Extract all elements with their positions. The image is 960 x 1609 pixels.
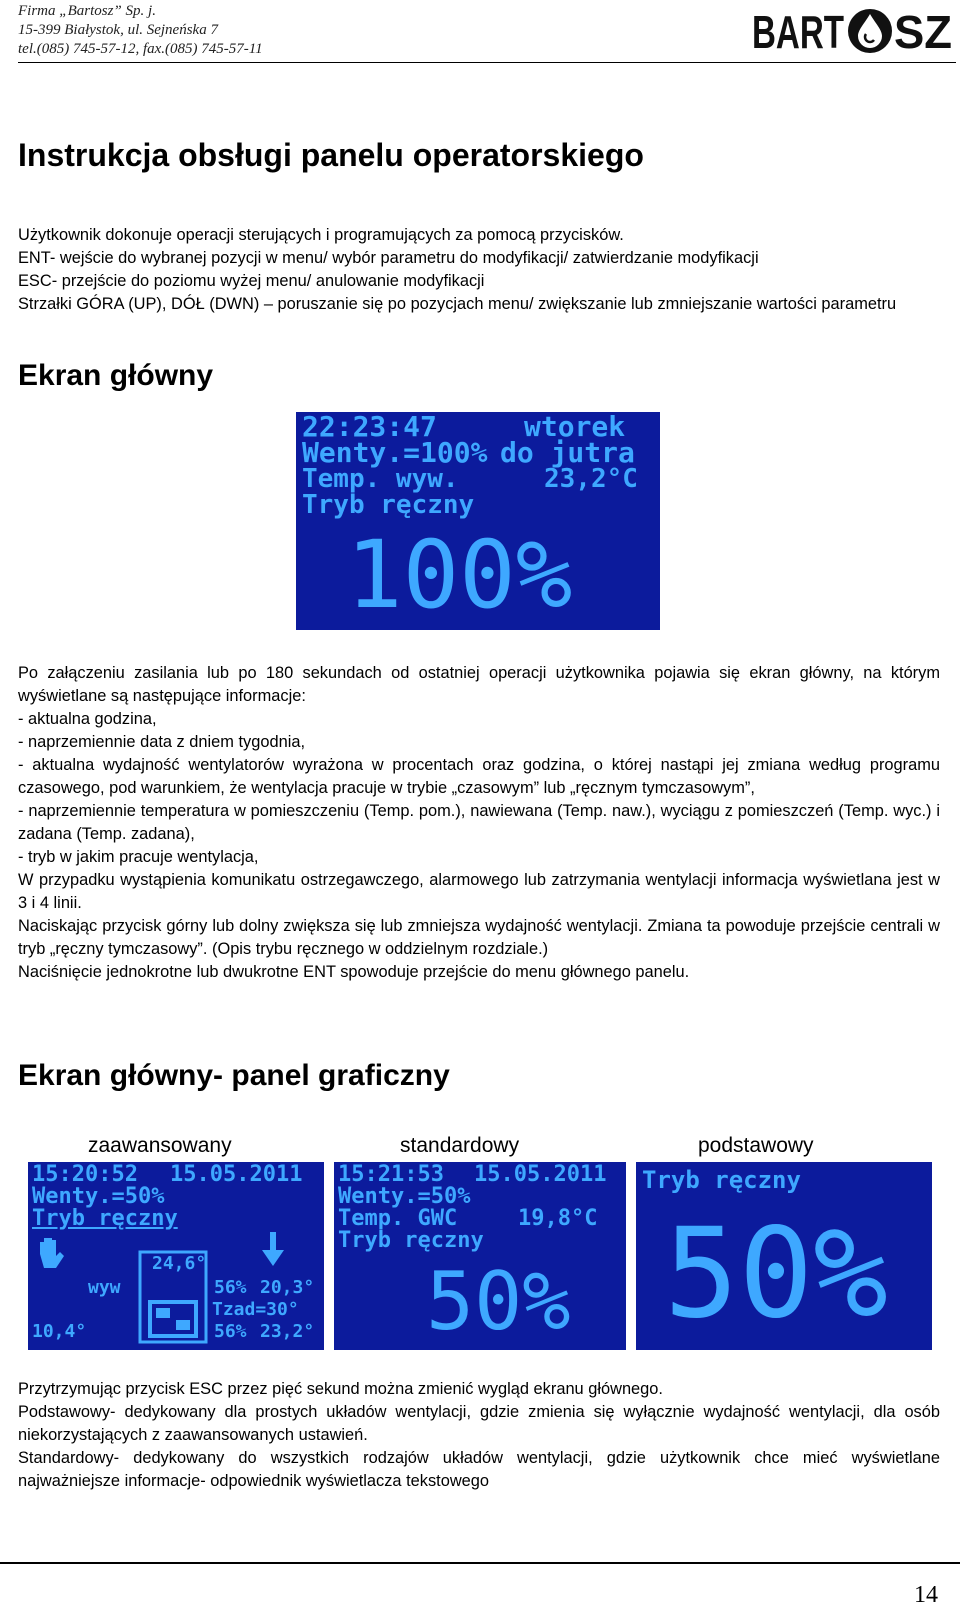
svg-text:SZ: SZ bbox=[894, 6, 952, 56]
page-number: 14 bbox=[914, 1582, 938, 1608]
lcd-std-fan: Wenty.=50% bbox=[338, 1184, 471, 1209]
lcd-basic-mode: Tryb ręczny bbox=[642, 1166, 801, 1194]
lcd-time: 22:23:47 bbox=[302, 412, 437, 443]
lcd-until: do jutra bbox=[500, 436, 635, 469]
intro-line: ENT- wejście do wybranej pozycji w menu/ wybór parametru do modyfikacji/ zatwierdzanie modyfikacji bbox=[18, 249, 759, 267]
lcd-std-date: 15.05.2011 bbox=[474, 1162, 607, 1187]
caption-standard: standardowy bbox=[400, 1134, 520, 1157]
lcd-adv-date: 15.05.2011 bbox=[170, 1162, 303, 1187]
paragraph: - aktualna wydajność wentylatorów wyrażona w procentach oraz godzina, o której nastąpi jej zmiana według programu czasowego, pod warunkiem, że wentylacja pracuje w trybie „czasowym” lub „ręcznym tymczasowym”, bbox=[18, 756, 940, 797]
bartosz-logo bbox=[752, 4, 954, 56]
lcd-temp-label: Temp. wyw. bbox=[302, 464, 459, 494]
intro-line: ESC- przejście do poziomu wyżej menu/ anulowanie modyfikacji bbox=[18, 272, 485, 290]
company-info bbox=[18, 2, 263, 59]
caption-advanced: zaawansowany bbox=[88, 1134, 232, 1157]
lcd-adv-mode: Tryb ręczny bbox=[32, 1206, 178, 1231]
lcd-adv-zad: Tzad=30° bbox=[212, 1299, 299, 1320]
lcd-mode: Tryb ręczny bbox=[302, 490, 475, 520]
caption-basic: podstawowy bbox=[698, 1134, 814, 1157]
paragraph: Przytrzymując przycisk ESC przez pięć sekund można zmienić wygląd ekranu głównego. bbox=[18, 1380, 663, 1398]
lcd-adv-p1: 56% bbox=[214, 1277, 247, 1298]
intro-line: Strzałki GÓRA (UP), DÓŁ (DWN) – poruszanie się po pozycjach menu/ zwiększanie lub zmniejszanie wartości parametru bbox=[18, 295, 897, 313]
intro-text bbox=[18, 224, 940, 316]
lcd-main-screen bbox=[296, 412, 660, 630]
lcd-day: wtorek bbox=[524, 412, 626, 443]
lcd-std-time: 15:21:53 bbox=[338, 1162, 444, 1187]
intro-line: Użytkownik dokonuje operacji sterujących i programujących za pomocą przycisków. bbox=[18, 226, 624, 244]
lcd-adv-t-top: 24,6° bbox=[152, 1253, 207, 1274]
paragraph: - naprzemiennie temperatura w pomieszczeniu (Temp. pom.), nawiewana (Temp. naw.), wyciągu z pomieszczeń (Temp. wyc.) i zadana (Temp. zadana), bbox=[18, 802, 940, 843]
paragraph: Podstawowy- dedykowany dla prostych układów wentylacji, gdzie zmienia się wyłącznie wydajność wentylacji, dla osób niekorzystających z zaawansowanych ustawień. bbox=[18, 1403, 940, 1444]
lcd-std-temp-value: 19,8°C bbox=[518, 1206, 598, 1231]
lcd-fan: Wenty.=100% bbox=[302, 436, 488, 469]
lcd-adv-time: 15:20:52 bbox=[32, 1162, 138, 1187]
company-phone: tel.(085) 745-57-12, fax.(085) 745-57-11 bbox=[18, 41, 263, 57]
paragraph: - aktualna godzina, bbox=[18, 710, 157, 728]
paragraph: W przypadku wystąpienia komunikatu ostrzegawczego, alarmowego lub zatrzymania wentylacji informacja wyświetlana jest w 3 i 4 linii. bbox=[18, 871, 940, 912]
lcd-adv-t-left: 10,4° bbox=[32, 1321, 87, 1342]
section-heading-graphic-panel: Ekran główny- panel graficzny bbox=[18, 1059, 450, 1092]
lcd-temp-value: 23,2°C bbox=[544, 464, 638, 494]
company-address: 15-399 Białystok, ul. Sejneńska 7 bbox=[18, 22, 218, 38]
lcd-advanced bbox=[28, 1162, 324, 1350]
lcd-adv-t1: 20,3° bbox=[260, 1277, 315, 1298]
lcd-standard bbox=[334, 1162, 626, 1350]
paragraph: Standardowy- dedykowany do wszystkich rodzajów układów wentylacji, gdzie użytkownik chce mieć wyświetlane najważniejsze informacje- odpowiednik wyświetlacza tekstowego bbox=[18, 1449, 940, 1490]
paragraph: - naprzemiennie data z dniem tygodnia, bbox=[18, 733, 306, 751]
hand-icon bbox=[34, 1234, 68, 1274]
header-rule bbox=[18, 62, 956, 63]
lcd-adv-p2: 56% bbox=[214, 1321, 247, 1342]
lcd-basic-big-value: 50% bbox=[664, 1202, 888, 1346]
footer-rule bbox=[0, 1562, 960, 1564]
svg-text:BART: BART bbox=[752, 6, 844, 56]
lcd-adv-wyw: wyw bbox=[88, 1277, 121, 1298]
paragraph: Naciskając przycisk górny lub dolny zwiększa się lub zmniejsza wydajność wentylacji. Zmiana ta powoduje przejście centrali w tryb „ręczny tymczasowy”. (Opis trybu ręcznego w oddzielnym rozdziale.) bbox=[18, 917, 940, 958]
lcd-adv-t2: 23,2° bbox=[260, 1321, 315, 1342]
lcd-std-mode: Tryb ręczny bbox=[338, 1228, 484, 1253]
paragraph: Naciśnięcie jednokrotne lub dwukrotne ENT spowoduje przejście do menu głównego panelu. bbox=[18, 963, 690, 981]
paragraph: - tryb w jakim pracuje wentylacja, bbox=[18, 848, 259, 866]
page-title: Instrukcja obsługi panelu operatorskiego bbox=[18, 137, 644, 173]
section-heading-main-screen: Ekran główny bbox=[18, 359, 214, 392]
lcd-std-temp-label: Temp. GWC bbox=[338, 1206, 458, 1231]
paragraph: Po załączeniu zasilania lub po 180 sekundach od ostatniej operacji użytkownika pojawia się ekran główny, na którym wyświetlane są następujące informacje: bbox=[18, 664, 940, 705]
company-name: Firma „Bartosz” Sp. j. bbox=[18, 3, 156, 19]
lcd-basic bbox=[636, 1162, 932, 1350]
lcd-big-value: 100% bbox=[346, 521, 573, 630]
main-screen-description bbox=[18, 662, 940, 984]
graphic-panel-description bbox=[18, 1378, 940, 1493]
lcd-adv-fan: Wenty.=50% bbox=[32, 1184, 165, 1209]
fan-valve-icon bbox=[258, 1232, 288, 1268]
lcd-std-big-value: 50% bbox=[426, 1255, 571, 1348]
